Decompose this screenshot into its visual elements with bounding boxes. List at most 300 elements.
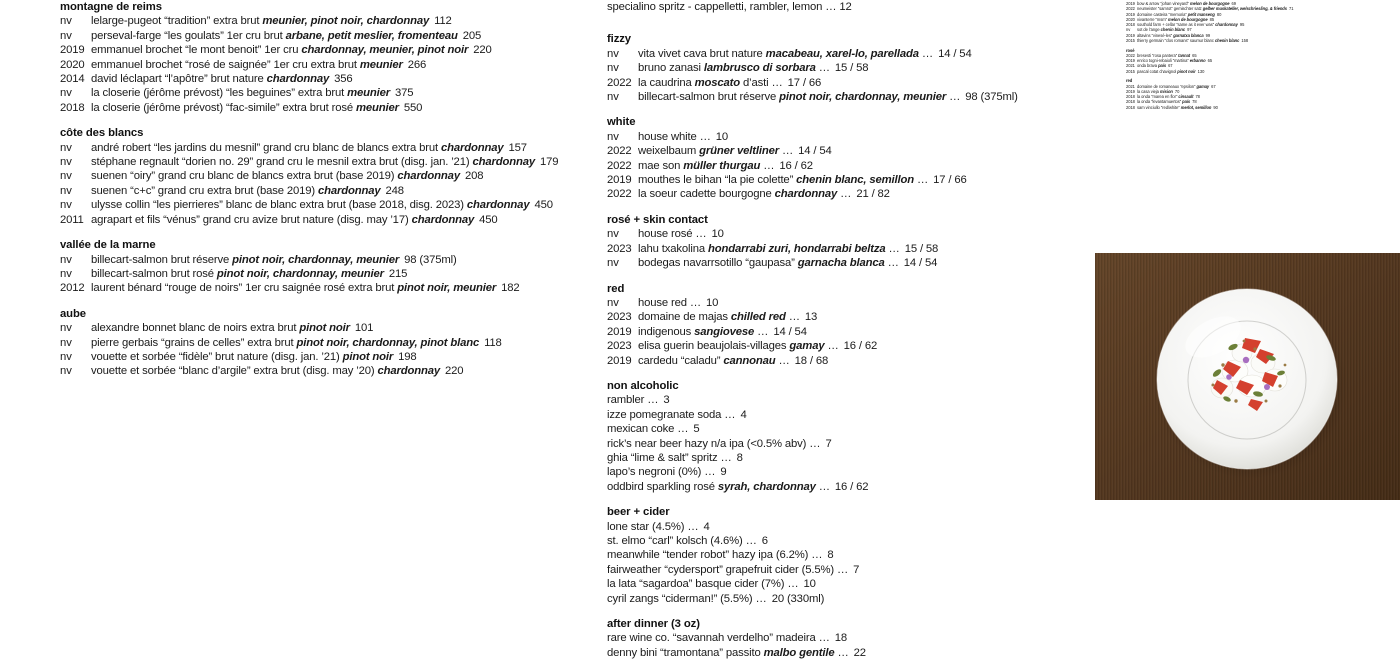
entry-name: andré robert “les jardins du mesnil” grand cru blanc de blancs extra brut [91, 141, 441, 154]
entry-name: house white … [638, 130, 711, 143]
entry-grapes: gamay [789, 340, 825, 353]
entry-name: denny bini “tramontana” passito [607, 646, 764, 659]
menu-entry [607, 480, 1087, 494]
menu-section [607, 505, 1087, 606]
entry-price: 215 [388, 267, 408, 280]
entry-name: lahu txakolina [638, 242, 708, 255]
entry-tail: … [885, 242, 900, 255]
entry-grapes: melon de bourgogne [1168, 16, 1208, 22]
entry-name: bresesti “rosa pantera” [1137, 52, 1179, 58]
entry-vintage: nv [607, 228, 619, 241]
entry-price: 9 [720, 466, 727, 479]
entry-name: weixelbaum [638, 145, 700, 158]
entry-grapes: macabeau, xarel-lo, parellada [765, 47, 919, 60]
entry-price: 67 [1168, 63, 1173, 69]
entry-vintage: nv [1126, 27, 1131, 33]
entry-name: fairweather “cydersport” grapefruit cider (5.5%) … [607, 563, 849, 576]
entry-name: meanwhile “tender robot” hazy ipa (6.2%) … [607, 549, 823, 562]
entry-name: vivanterre “msm” [1137, 16, 1168, 22]
entry-vintage: nv [60, 350, 72, 363]
entry-name: cyril zangs “ciderman!” (5.5%) … [607, 592, 767, 605]
menu-entry [607, 548, 1087, 562]
entry-price: 69 [1231, 1, 1236, 6]
entry-price: 266 [407, 58, 427, 71]
section-title: rosé [1126, 47, 1135, 53]
menu-entry [60, 267, 605, 281]
entry-price: 16 / 62 [843, 340, 878, 353]
specialino-spritz-line: specialino spritz - cappelletti, rambler, lemon … 12 [607, 1, 852, 13]
entry-tail: … [815, 62, 830, 75]
entry-grapes: chardonnay, meunier, pinot noir [301, 44, 469, 57]
entry-vintage: nv [60, 336, 72, 349]
menu-entry [607, 534, 1087, 548]
entry-vintage: 2019 [1126, 11, 1135, 17]
entry-name: rare wine co. “savannah verdelho” madeira … [607, 632, 830, 645]
entry-price: 99 [1205, 32, 1211, 38]
entry-price: 5 [693, 423, 700, 436]
entry-vintage: nv [60, 253, 72, 266]
entry-grapes: chenin blanc [1214, 37, 1240, 43]
entry-name: alexandre bonnet blanc de noirs extra brut [91, 322, 300, 335]
entry-tail: … [837, 188, 852, 201]
entry-price: 67 [1211, 83, 1216, 89]
entry-grapes: petit manseng [1187, 11, 1215, 17]
entry-price: 198 [398, 350, 417, 363]
entry-tail: d’asti … [740, 76, 783, 89]
menu-entry [60, 364, 605, 378]
section-title: côte des blancs [60, 127, 144, 140]
entry-grapes: mision [1159, 88, 1173, 94]
menu-entry [60, 72, 605, 86]
entry-name: la closerie (jérôme prévost) “les beguines” extra brut [91, 87, 348, 100]
entry-grapes: meunier [359, 58, 403, 71]
entry-price: 22 [853, 646, 866, 659]
entry-price: 10 [803, 578, 816, 591]
entry-grapes: pinot noir, meunier [397, 282, 497, 295]
entry-vintage: nv [60, 156, 72, 169]
entry-tail: … [815, 480, 830, 493]
entry-price: 17 / 66 [933, 174, 967, 187]
entry-grapes: chilled red [730, 311, 786, 324]
entry-grapes: pinot noir [342, 350, 394, 363]
entry-name: ghia “lime & salt” spritz … [607, 451, 732, 464]
entry-grapes: moscato [694, 76, 741, 89]
section-title: white [607, 116, 636, 129]
entry-tail: … [884, 257, 899, 270]
entry-name: emmanuel brochet “le mont benoit” 1er cru [91, 44, 302, 57]
entry-name: indigenous [638, 325, 695, 338]
entry-tail: … [754, 325, 769, 338]
entry-vintage: 2023 [607, 340, 632, 353]
entry-name: bow & arrow “johan vineyard” [1137, 1, 1190, 6]
entry-vintage: nv [607, 130, 619, 143]
entry-grapes: chardonnay [1215, 22, 1238, 27]
entry-name: mae son [638, 159, 684, 172]
menu-entry [60, 29, 605, 43]
entry-price: 13 [804, 311, 818, 324]
entry-price: 15 / 58 [834, 62, 869, 75]
menu-entry [607, 130, 1087, 144]
menu-entry [607, 422, 1087, 436]
entry-name: la closerie (jérôme prévost) “fac-simile” extra brut rosé [91, 101, 357, 114]
entry-grapes: syrah, chardonnay [717, 480, 816, 493]
entry-price: 179 [539, 156, 559, 169]
entry-price: 8 [827, 549, 834, 562]
entry-vintage: 2018 [1126, 22, 1135, 27]
entry-grapes: chardonnay [466, 199, 530, 212]
menu-entry [607, 577, 1087, 591]
entry-price: 220 [473, 44, 492, 57]
entry-tail: … [914, 174, 929, 187]
entry-price: 90 [1213, 104, 1218, 110]
menu-entry [607, 465, 1087, 479]
entry-grapes: hondarrabi zuri, hondarrabi beltza [707, 242, 886, 255]
entry-grapes: müller thurgau [683, 159, 761, 172]
entry-name: house red … [638, 296, 702, 309]
entry-price: 130 [1197, 68, 1205, 74]
menu-entry [607, 187, 1087, 201]
section-title: after dinner (3 oz) [607, 618, 700, 631]
menu-entry [607, 296, 1087, 310]
entry-vintage: nv [60, 141, 72, 154]
entry-price: 101 [354, 322, 374, 335]
menu-section [1126, 48, 1398, 74]
menu-entry [60, 58, 605, 72]
menu-entry [607, 76, 1087, 90]
entry-vintage: 2015 [1126, 68, 1135, 74]
menu-entry [607, 592, 1087, 606]
entry-vintage: 2018 [1126, 99, 1135, 105]
entry-vintage: 2019 [607, 354, 632, 367]
entry-name: southold farm + cellar “same as it ever was” [1137, 22, 1216, 27]
menu-entry [60, 43, 605, 57]
menu-entry [607, 144, 1087, 158]
dish-photograph [1095, 253, 1400, 500]
entry-price: 17 / 66 [787, 76, 822, 89]
left-menu-column [60, 0, 605, 379]
entry-vintage: 2018 [60, 101, 85, 114]
entry-grapes: país [1158, 63, 1167, 69]
entry-vintage: nv [607, 62, 619, 75]
entry-price: 550 [403, 101, 423, 114]
entry-price: 4 [703, 520, 710, 533]
menu-entry [60, 155, 605, 169]
section-title: non alcoholic [607, 379, 679, 392]
entry-name: billecart-salmon brut rosé [91, 267, 217, 280]
entry-vintage: nv [60, 170, 72, 183]
entry-grapes: chardonnay [266, 73, 330, 86]
entry-vintage: 2019 [1126, 32, 1135, 38]
entry-price: 208 [464, 170, 484, 183]
entry-vintage: nv [60, 267, 72, 280]
menu-entry [60, 184, 605, 198]
entry-name: oddbird sparkling rosé [607, 480, 718, 493]
entry-vintage: 2018 [1126, 94, 1135, 99]
entry-vintage: 2022 [1126, 6, 1135, 12]
entry-name: neumeister “samrot” gemischter satz [1137, 6, 1203, 12]
entry-grapes: grüner veltliner [699, 145, 779, 158]
entry-vintage: 2022 [607, 76, 632, 89]
menu-section [607, 213, 1087, 271]
entry-grapes: chardonnay [774, 188, 838, 201]
entry-grapes: chardonnay [397, 170, 460, 183]
menu-entry [607, 393, 1087, 407]
entry-price: 14 / 54 [903, 257, 938, 270]
menu-section [607, 282, 1087, 368]
entry-vintage: nv [607, 296, 619, 309]
entry-grapes: erbanno [1189, 58, 1206, 63]
entry-vintage: nv [607, 257, 619, 270]
entry-grapes: meunier [347, 87, 390, 100]
entry-name: onda brava [1137, 63, 1159, 69]
entry-name: la caudrina [638, 76, 695, 89]
section-title: rosé + skin contact [607, 213, 708, 226]
entry-price: 65 [1192, 52, 1197, 58]
menu-entry [607, 173, 1087, 187]
entry-vintage: 2023 [607, 242, 632, 255]
menu-section [60, 126, 605, 227]
entry-name: bruno zanasi [638, 62, 704, 75]
menu-entry [607, 520, 1087, 534]
entry-name: perseval-farge “les goulats” 1er cru brut [91, 29, 286, 42]
menu-entry [607, 90, 1087, 104]
entry-price: 3 [663, 394, 670, 407]
entry-name: agrapart et fils “vénus” grand cru avize brut nature (disg. may ’17) [91, 213, 412, 226]
entry-price: 71 [1289, 6, 1294, 12]
entry-price: 80 [1216, 11, 1222, 17]
entry-price: 375 [395, 87, 414, 100]
right-menu-column [1126, 1, 1398, 114]
section-title: montagne de reims [60, 1, 162, 13]
menu-entry [60, 213, 605, 227]
entry-vintage: nv [60, 184, 72, 197]
entry-name: la lata “sagardoa” basque cider (7%) … [607, 578, 799, 591]
menu-entry [60, 169, 605, 183]
entry-name: cardedu “caladu” [638, 354, 724, 367]
menu-entry [60, 86, 605, 100]
menu-section [1126, 1, 1398, 43]
menu-entry [60, 198, 605, 212]
entry-vintage: 2019 [607, 174, 632, 187]
menu-entry [607, 354, 1087, 368]
entry-name: domaine de romaneaux “epsilon” [1137, 83, 1197, 89]
entry-name: lelarge-pugeot “tradition” extra brut [91, 15, 263, 28]
menu-section [607, 379, 1087, 494]
entry-price: 7 [825, 437, 832, 450]
menu-section [60, 0, 605, 115]
entry-grapes: meunier [356, 101, 399, 114]
entry-grapes: chardonnay [411, 213, 475, 226]
entry-vintage: 2011 [60, 213, 84, 226]
menu-entry [607, 339, 1087, 353]
menu-entry [607, 325, 1087, 339]
menu-entry [607, 451, 1087, 465]
section-title: red [607, 282, 625, 295]
entry-vintage: 2019 [1126, 88, 1135, 94]
menu-entry [607, 563, 1087, 577]
entry-grapes: garnacha blanca [797, 257, 885, 270]
entry-price: 10 [706, 296, 719, 309]
entry-name: billecart-salmon brut réserve [91, 253, 233, 266]
menu-section [60, 307, 605, 379]
entry-vintage: 2023 [607, 311, 632, 324]
entry-name: domaine casteira “memoria” [1137, 11, 1188, 17]
entry-vintage: 2022 [607, 145, 632, 158]
entry-vintage: 2020 [60, 58, 85, 71]
menu-entry [607, 310, 1087, 324]
entry-grapes: garnatxa blanca [1173, 32, 1204, 38]
menu-section [607, 617, 1087, 660]
entry-price: 97 [1187, 27, 1192, 33]
entry-vintage: 2019 [60, 44, 85, 57]
entry-price: 20 (330ml) [771, 592, 825, 605]
section-title: vallée de la marne [60, 239, 156, 252]
entry-vintage: nv [60, 322, 72, 335]
entry-tail: … [775, 354, 790, 367]
entry-price: 14 / 54 [798, 145, 832, 158]
entry-grapes: pinot noir, chardonnay, meunier [232, 253, 400, 266]
entry-grapes: chenin blanc [1160, 27, 1186, 33]
menu-entry [60, 141, 605, 155]
entry-grapes: chenin blanc, semillon [796, 174, 915, 187]
menu-section [607, 32, 1087, 104]
menu-entry [60, 101, 605, 115]
entry-vintage: nv [60, 15, 72, 28]
entry-grapes: chardonnay [318, 184, 381, 197]
entry-price: 220 [444, 365, 464, 378]
menu-entry [607, 437, 1087, 451]
entry-grapes: país [1182, 99, 1191, 105]
menu-entry [607, 631, 1087, 645]
entry-price: 10 [715, 130, 729, 143]
entry-grapes: pinot noir [1177, 68, 1196, 74]
menu-entry [60, 281, 605, 295]
menu-section [60, 238, 605, 296]
menu-entry [607, 47, 1087, 61]
entry-name: enrico togni-rebaioli “martina” [1137, 58, 1190, 63]
entry-name: david léclapart “l’apôtre” brut nature [91, 73, 267, 86]
entry-vintage: nv [607, 91, 619, 104]
menu-entry [60, 14, 605, 28]
entry-vintage: nv [60, 87, 72, 100]
entry-vintage: 2022 [607, 188, 632, 201]
entry-name: elisa guerin beaujolais-villages [638, 340, 790, 353]
menu-entry [607, 646, 1087, 660]
entry-grapes: arbane, petit meslier, fromenteau [285, 29, 458, 42]
entry-tail: … [834, 646, 849, 659]
entry-grapes: malbo gentile [763, 646, 835, 659]
entry-price: 158 [1241, 37, 1249, 43]
entry-vintage: 2014 [60, 73, 85, 86]
entry-price: 70 [1174, 88, 1180, 94]
menu-entry [1126, 69, 1398, 74]
section-title: fizzy [607, 33, 631, 46]
middle-menu-column [607, 0, 1087, 660]
entry-vintage: 2012 [60, 282, 85, 295]
middle-sections-container [607, 32, 1087, 660]
entry-price: 7 [853, 563, 860, 576]
entry-name: thierry germain “clos romans” saumur blanc [1137, 37, 1215, 43]
entry-vintage: 2019 [1126, 1, 1135, 6]
entry-price: 18 / 68 [794, 354, 829, 367]
entry-tail: … [778, 145, 794, 158]
entry-name: suenen “oiry” grand cru blanc de blancs extra brut (base 2019) [91, 170, 398, 183]
entry-name: vouette et sorbée “blanc d’argile” extra brut (disg. may ’20) [91, 365, 378, 378]
menu-entry [607, 408, 1087, 422]
entry-tail: … [785, 311, 800, 324]
entry-name: altavins “vinesé-les” [1137, 32, 1174, 38]
section-title: aube [60, 307, 86, 320]
entry-price: 21 / 82 [856, 188, 890, 201]
entry-price: 157 [508, 141, 527, 154]
entry-name: st. elmo “carl” kolsch (4.6%) … [607, 535, 757, 547]
entry-grapes: meunier, pinot noir, chardonnay [262, 15, 430, 28]
entry-grapes: pinot noir, chardonnay, meunier [216, 267, 384, 280]
entry-price: 450 [534, 199, 553, 212]
entry-name: domaine de majas [638, 311, 731, 324]
menu-section [1126, 78, 1398, 110]
entry-grapes: cannonau [723, 354, 776, 367]
entry-grapes: pinot noir, chardonnay, meunier [779, 91, 947, 104]
entry-price: 205 [462, 29, 482, 42]
menu-entry [1126, 38, 1398, 43]
entry-name: vita vivet cava brut nature [638, 47, 766, 60]
entry-price: 356 [334, 73, 353, 86]
entry-vintage: nv [60, 365, 72, 378]
entry-vintage: nv [60, 199, 72, 212]
entry-price: 98 (375ml) [404, 253, 457, 266]
entry-name: pascal cotat chavignol [1137, 68, 1178, 74]
menu-entry [607, 242, 1087, 256]
entry-grapes: cinsault [1178, 94, 1194, 99]
section-title: red [1126, 78, 1133, 84]
entry-vintage: 2019 [1126, 58, 1135, 63]
menu-entry [60, 321, 605, 335]
entry-price: 8 [736, 451, 743, 464]
section-title: beer + cider [607, 506, 670, 519]
menu-entry [60, 350, 605, 364]
entry-name: mouthes le bihan “la pie colette” [638, 174, 797, 187]
entry-price: 18 [834, 632, 848, 645]
entry-vintage: 2020 [1126, 16, 1135, 22]
entry-vintage: nv [60, 29, 72, 42]
entry-name: sam vinciullo “red/white” [1137, 104, 1181, 110]
entry-name: rick’s near beer hazy n/a ipa (<0.5% abv) … [607, 437, 821, 450]
entry-price: 118 [484, 336, 502, 349]
entry-price: 10 [711, 228, 724, 241]
entry-name: izze pomegranate soda … [607, 408, 736, 421]
entry-vintage: 2018 [1126, 104, 1135, 110]
entry-grapes: chardonnay [472, 156, 535, 169]
entry-name: lapo’s negroni (0%) … [607, 466, 716, 479]
entry-price: 182 [501, 282, 520, 295]
entry-price: 15 / 58 [904, 242, 939, 255]
entry-name: stéphane regnault “dorien no. 29” grand cru le mesnil extra brut (disg. jan. ’21) [91, 156, 473, 169]
entry-name: billecart-salmon brut réserve [638, 91, 780, 104]
entry-grapes: melon de bourgogne [1189, 1, 1230, 6]
entry-name: suenen “c+c” grand cru extra brut (base 2019) [91, 184, 319, 197]
entry-vintage: 2015 [1126, 37, 1135, 43]
entry-name: la onda “levantamuertos” [1137, 99, 1183, 105]
menu-entry [607, 159, 1087, 173]
menu-entry [60, 336, 605, 350]
entry-name: la casa vieja [1137, 88, 1160, 94]
entry-grapes: pinot noir, chardonnay, pinot blanc [296, 336, 480, 349]
entry-price: 78 [1192, 99, 1197, 105]
entry-name: pierre gerbais “grains de celles” extra brut [91, 336, 297, 349]
entry-grapes: sangiovese [694, 325, 755, 338]
entry-name: ulysse collin “les pierrieres” blanc de blanc extra brut (base 2018, disg. 2023) [91, 199, 467, 212]
